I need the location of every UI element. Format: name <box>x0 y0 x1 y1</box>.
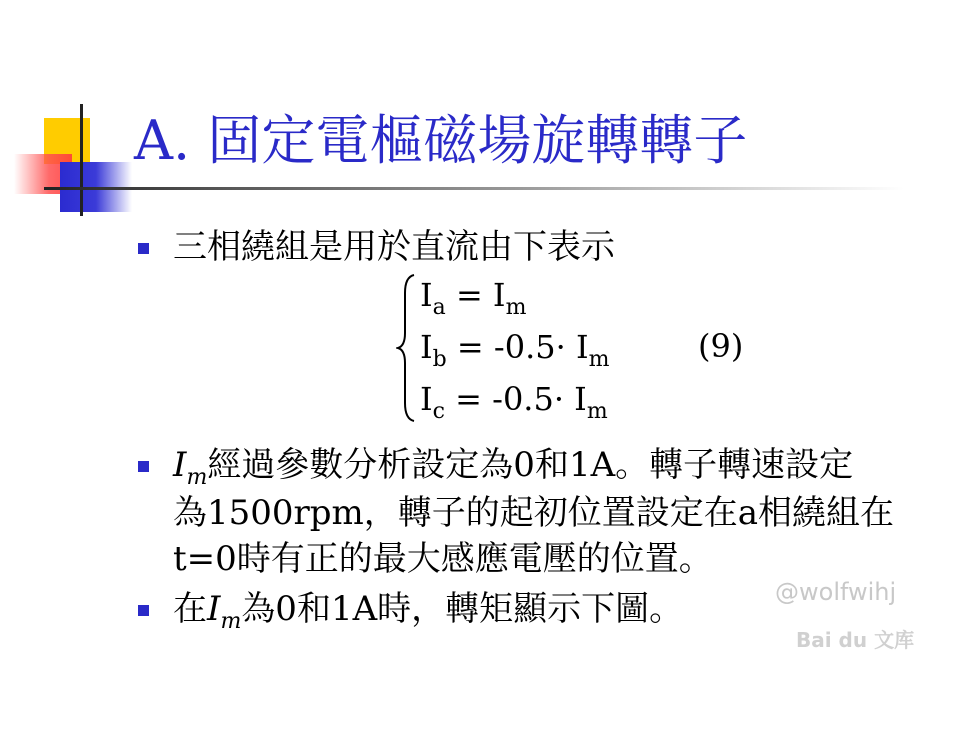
bullet-marker <box>138 461 149 472</box>
bullet-2-line-1: $I_m$經過參數分析設定為0和1A。轉子轉速設定 <box>173 445 854 490</box>
title-underline <box>44 187 904 190</box>
bullet-marker <box>138 243 149 254</box>
equation-b: $I_b = -0.5\cdot I_m$ <box>420 328 610 372</box>
bullet-3-text: 在$I_m$為0和1A時，轉矩顯示下圖。 <box>173 589 684 634</box>
slide-title: A. 固定電樞磁場旋轉轉子 <box>134 109 748 172</box>
decor-vertical-line <box>80 104 83 216</box>
equation-a: $I_a = I_m$ <box>420 276 527 320</box>
watermark-handle: @wolfwihj <box>775 578 897 606</box>
bullet-2-line-3: t=0時有正的最大感應電壓的位置。 <box>173 539 713 579</box>
bullet-2-line-2: 為1500rpm，轉子的起初位置設定在a相繞組在 <box>173 493 895 533</box>
equation-c: $I_c = -0.5\cdot I_m$ <box>420 380 608 424</box>
equation-brace <box>396 273 416 423</box>
bullet-marker <box>138 605 149 616</box>
equation-number: (9) <box>698 327 744 365</box>
bullet-1-text: 三相繞組是用於直流由下表示 <box>173 227 615 267</box>
baidu-wenku-logo: Bai du 文库 <box>796 628 915 652</box>
